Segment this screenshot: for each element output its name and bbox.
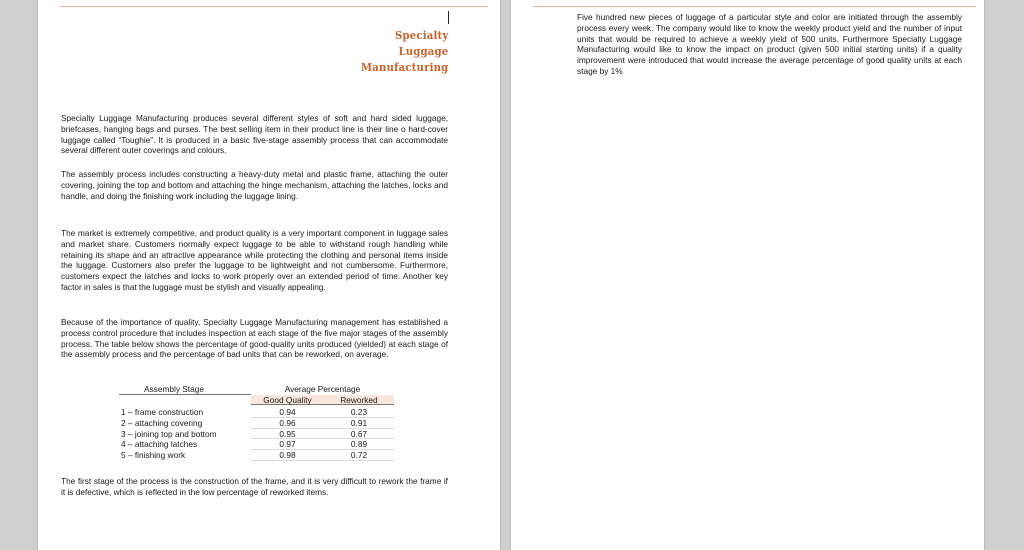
document-page-right bbox=[511, 0, 984, 550]
header-reworked: Reworked bbox=[324, 395, 394, 406]
header-assembly-stage: Assembly Stage bbox=[119, 384, 251, 395]
reworked-cell: 0.67 bbox=[324, 429, 394, 440]
header-rule bbox=[60, 6, 488, 7]
table-row bbox=[119, 429, 394, 440]
frame-paragraph: The first stage of the process is the construction of the frame, and it is very difficult to rework the frame if it is defective, which is reflected in the low percentage of reworked items. bbox=[61, 476, 448, 497]
reworked-cell: 0.23 bbox=[324, 407, 394, 418]
table-row bbox=[119, 407, 394, 418]
company-logo bbox=[349, 27, 448, 75]
quality-paragraph: Because of the importance of quality, Specialty Luggage Manufacturing management has established a process control procedure that includes inspection at each stage of the five major stages of the assembly process. The table below shows the percentage of good-quality units produced (yielded) at each stage of the assembly process and the percentage of bad units that can be reworked, on average. bbox=[61, 317, 448, 360]
table-row bbox=[119, 450, 394, 461]
table-row bbox=[119, 418, 394, 429]
market-paragraph: The market is extremely competitive, and product quality is a very important component in luggage sales and market share. Customers normally expect luggage to be able to withstand rough handling while retaining its shape and an attractive appearance while protecting the clothing and personal items inside the luggage. Customers also prefer the luggage to be lightweight and not cumbersome. Furthermore, customers expect the latches and locks to work properly over an extended period of time. Another key factor in sales is that the luggage must be stylish and visually appealing. bbox=[61, 228, 448, 292]
logo-line-3: Manufacturing bbox=[360, 60, 448, 74]
header-good-quality: Good Quality bbox=[251, 395, 324, 406]
table-row bbox=[119, 439, 394, 450]
question-paragraph: Five hundred new pieces of luggage of a particular style and color are initiated through the assembly process every week. The company would like to know the weekly product yield and the number of input units that would be required to achieve a weekly yield of 500 units. Furthermore Specialty Luggage Manufacturing would like to know the impact on product (given 500 initial starting units) if a quality improvement were introduced that would increase the average percentage of good quality units at each stage by 1% bbox=[577, 12, 962, 76]
stage-cell: 4 – attaching latches bbox=[121, 439, 198, 450]
document-page-left bbox=[38, 0, 500, 550]
good-quality-cell: 0.94 bbox=[251, 407, 324, 418]
reworked-cell: 0.72 bbox=[324, 450, 394, 461]
table-subheader-row bbox=[119, 395, 394, 406]
stage-cell: 3 – joining top and bottom bbox=[121, 428, 217, 439]
reworked-cell: 0.91 bbox=[324, 418, 394, 429]
good-quality-cell: 0.95 bbox=[251, 429, 324, 440]
stage-cell: 2 – attaching covering bbox=[121, 418, 203, 429]
reworked-cell: 0.89 bbox=[324, 439, 394, 450]
text-cursor bbox=[448, 11, 449, 24]
logo-line-2: Luggage bbox=[398, 44, 448, 58]
table-header-row bbox=[119, 384, 394, 395]
stage-cell: 1 – frame construction bbox=[121, 407, 204, 418]
logo-line-1: Specialty bbox=[394, 28, 448, 42]
assembly-stage-table bbox=[119, 384, 394, 461]
intro-paragraph: Specialty Luggage Manufacturing produces several different styles of soft and hard sided luggage, briefcases, hanging bags and purses. The best selling item in their product line is their line o hard-cover luggage called “Toughie”. It is produced in a basic five-stage assembly process that can accommodate several different outer coverings and colours. bbox=[61, 113, 448, 156]
good-quality-cell: 0.96 bbox=[251, 418, 324, 429]
header-rule bbox=[533, 6, 976, 7]
good-quality-cell: 0.97 bbox=[251, 439, 324, 450]
header-average-percentage: Average Percentage bbox=[284, 384, 361, 394]
assembly-paragraph: The assembly process includes constructing a heavy-duty metal and plastic frame, attaching the outer covering, joining the top and bottom and attaching the hinge mechanism, attaching the latches, locks and handle, and doing the finishing work including the luggage lining. bbox=[61, 169, 448, 201]
good-quality-cell: 0.98 bbox=[251, 450, 324, 461]
stage-cell: 5 – finishing work bbox=[121, 450, 186, 461]
